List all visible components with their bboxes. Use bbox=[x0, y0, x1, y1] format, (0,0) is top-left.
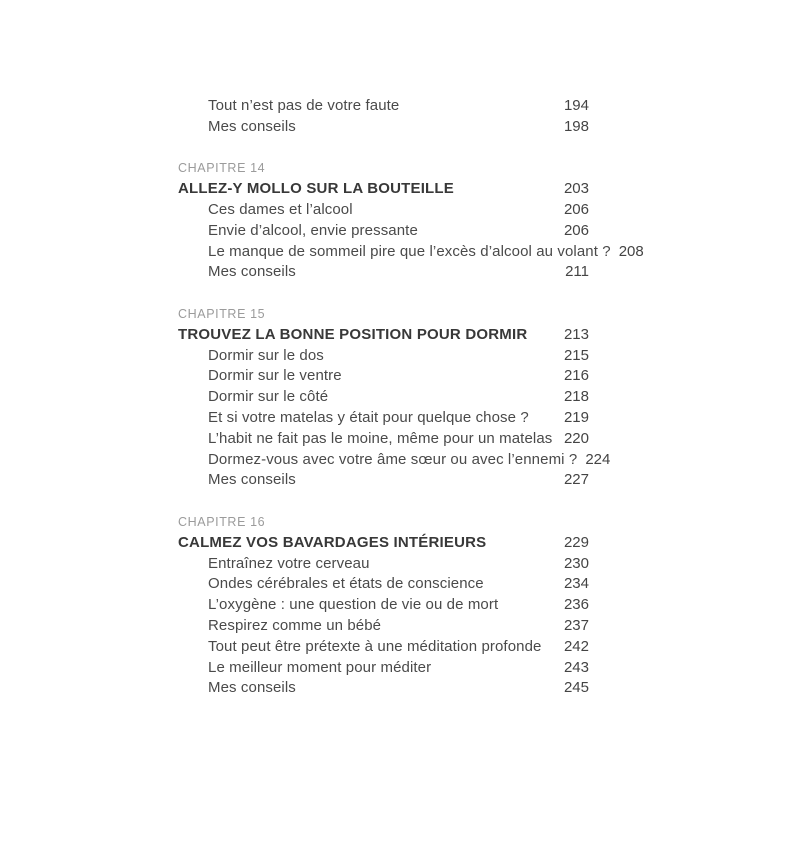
toc-entry-page-number: 215 bbox=[563, 346, 589, 364]
chapter-number-label: CHAPITRE 14 bbox=[178, 161, 266, 176]
toc-entry-page-number: 216 bbox=[563, 367, 589, 385]
toc-entry-page-number: 236 bbox=[563, 596, 589, 614]
toc-entry-label: Dormir sur le ventre bbox=[208, 367, 342, 385]
toc-entry-label: L’oxygène : une question de vie ou de mort bbox=[208, 596, 499, 614]
toc-entry bbox=[178, 242, 644, 263]
toc-entry-page-number: 219 bbox=[563, 408, 589, 426]
toc-entry-label: Dormir sur le côté bbox=[208, 388, 329, 406]
toc-entry-page-number: 206 bbox=[563, 200, 589, 218]
toc-entry-label: Le manque de sommeil pire que l’excès d’alcool au volant ? bbox=[208, 242, 611, 260]
toc-entry-label: Mes conseils bbox=[208, 679, 296, 697]
toc-entry-label: Ces dames et l’alcool bbox=[208, 200, 353, 218]
toc-entry-label: Mes conseils bbox=[208, 117, 296, 135]
toc-entry-label: Envie d’alcool, envie pressante bbox=[208, 221, 418, 239]
toc-entry-label: Respirez comme un bébé bbox=[208, 616, 382, 634]
toc-entry bbox=[178, 678, 589, 699]
toc-entry bbox=[178, 387, 589, 408]
chapter-title: CALMEZ VOS BAVARDAGES INTÉRIEURS bbox=[178, 533, 487, 551]
toc-chapter bbox=[178, 512, 589, 699]
toc-entry-page-number: 206 bbox=[563, 221, 589, 239]
toc-entry-page-number: 242 bbox=[563, 637, 589, 655]
toc-entry bbox=[178, 366, 589, 387]
chapter-title-page-number: 213 bbox=[563, 325, 589, 343]
toc-entry-page-number: 198 bbox=[563, 117, 589, 135]
toc-entry bbox=[178, 96, 589, 117]
table-of-contents bbox=[178, 96, 644, 699]
toc-entry-page-number: 194 bbox=[563, 97, 589, 114]
chapter-number-label: CHAPITRE 16 bbox=[178, 514, 266, 529]
toc-entry-label: Et si votre matelas y était pour quelque chose ? bbox=[208, 408, 529, 426]
toc-entry-page-number: 208 bbox=[618, 242, 644, 260]
chapter-title: ALLEZ-Y MOLLO SUR LA BOUTEILLE bbox=[178, 180, 454, 198]
toc-entry-page-number: 237 bbox=[563, 616, 589, 634]
toc-entry bbox=[178, 470, 589, 491]
chapter-title-page-number: 229 bbox=[563, 533, 589, 551]
toc-entry-label: Entraînez votre cerveau bbox=[208, 554, 370, 572]
toc-entry bbox=[178, 637, 589, 658]
toc-entry bbox=[178, 429, 589, 450]
toc-entry-label: Ondes cérébrales et états de conscience bbox=[208, 575, 484, 593]
toc-entry-label: Mes conseils bbox=[208, 471, 296, 489]
toc-entry-label: Dormez-vous avec votre âme sœur ou avec l’ennemi ? bbox=[208, 450, 578, 468]
chapter-title: TROUVEZ LA BONNE POSITION POUR DORMIR bbox=[178, 325, 528, 343]
toc-entry bbox=[178, 221, 589, 242]
toc-entry-page-number: 245 bbox=[563, 679, 589, 697]
toc-entry bbox=[178, 346, 589, 367]
chapter-title-page-number: 203 bbox=[563, 180, 589, 198]
toc-entry bbox=[178, 554, 589, 575]
toc-entry-label: Dormir sur le dos bbox=[208, 346, 324, 364]
toc-entry bbox=[178, 262, 589, 283]
toc-chapter bbox=[178, 158, 644, 283]
toc-entry-label: L’habit ne fait pas le moine, même pour un matelas bbox=[208, 429, 553, 447]
toc-entry-label: Tout peut être prétexte à une méditation profonde bbox=[208, 637, 542, 655]
chapter-number-label: CHAPITRE 15 bbox=[178, 306, 266, 321]
toc-entry bbox=[178, 450, 611, 471]
toc-entry bbox=[178, 658, 589, 679]
toc-entry bbox=[178, 574, 589, 595]
toc-entry-page-number: 243 bbox=[563, 658, 589, 676]
toc-entry-label: Tout n’est pas de votre faute bbox=[208, 97, 400, 114]
chapter-title-row bbox=[178, 179, 589, 200]
toc-entry bbox=[178, 408, 589, 429]
toc-entry-page-number: 211 bbox=[565, 263, 589, 281]
toc-entry bbox=[178, 616, 589, 637]
toc-entry-label: Mes conseils bbox=[208, 263, 296, 281]
toc-entry bbox=[178, 595, 589, 616]
toc-entry-page-number: 234 bbox=[563, 575, 589, 593]
toc-entry-page-number: 227 bbox=[563, 471, 589, 489]
toc-entry-page-number: 218 bbox=[563, 388, 589, 406]
toc-chapter bbox=[178, 304, 611, 491]
toc-entry-page-number: 224 bbox=[585, 450, 611, 468]
toc-entry bbox=[178, 117, 589, 138]
toc-entry-page-number: 220 bbox=[563, 429, 589, 447]
toc-entry-label: Le meilleur moment pour méditer bbox=[208, 658, 432, 676]
chapter-title-row bbox=[178, 533, 589, 554]
toc-entry-page-number: 230 bbox=[563, 554, 589, 572]
toc-entry bbox=[178, 200, 589, 221]
chapter-title-row bbox=[178, 325, 589, 346]
